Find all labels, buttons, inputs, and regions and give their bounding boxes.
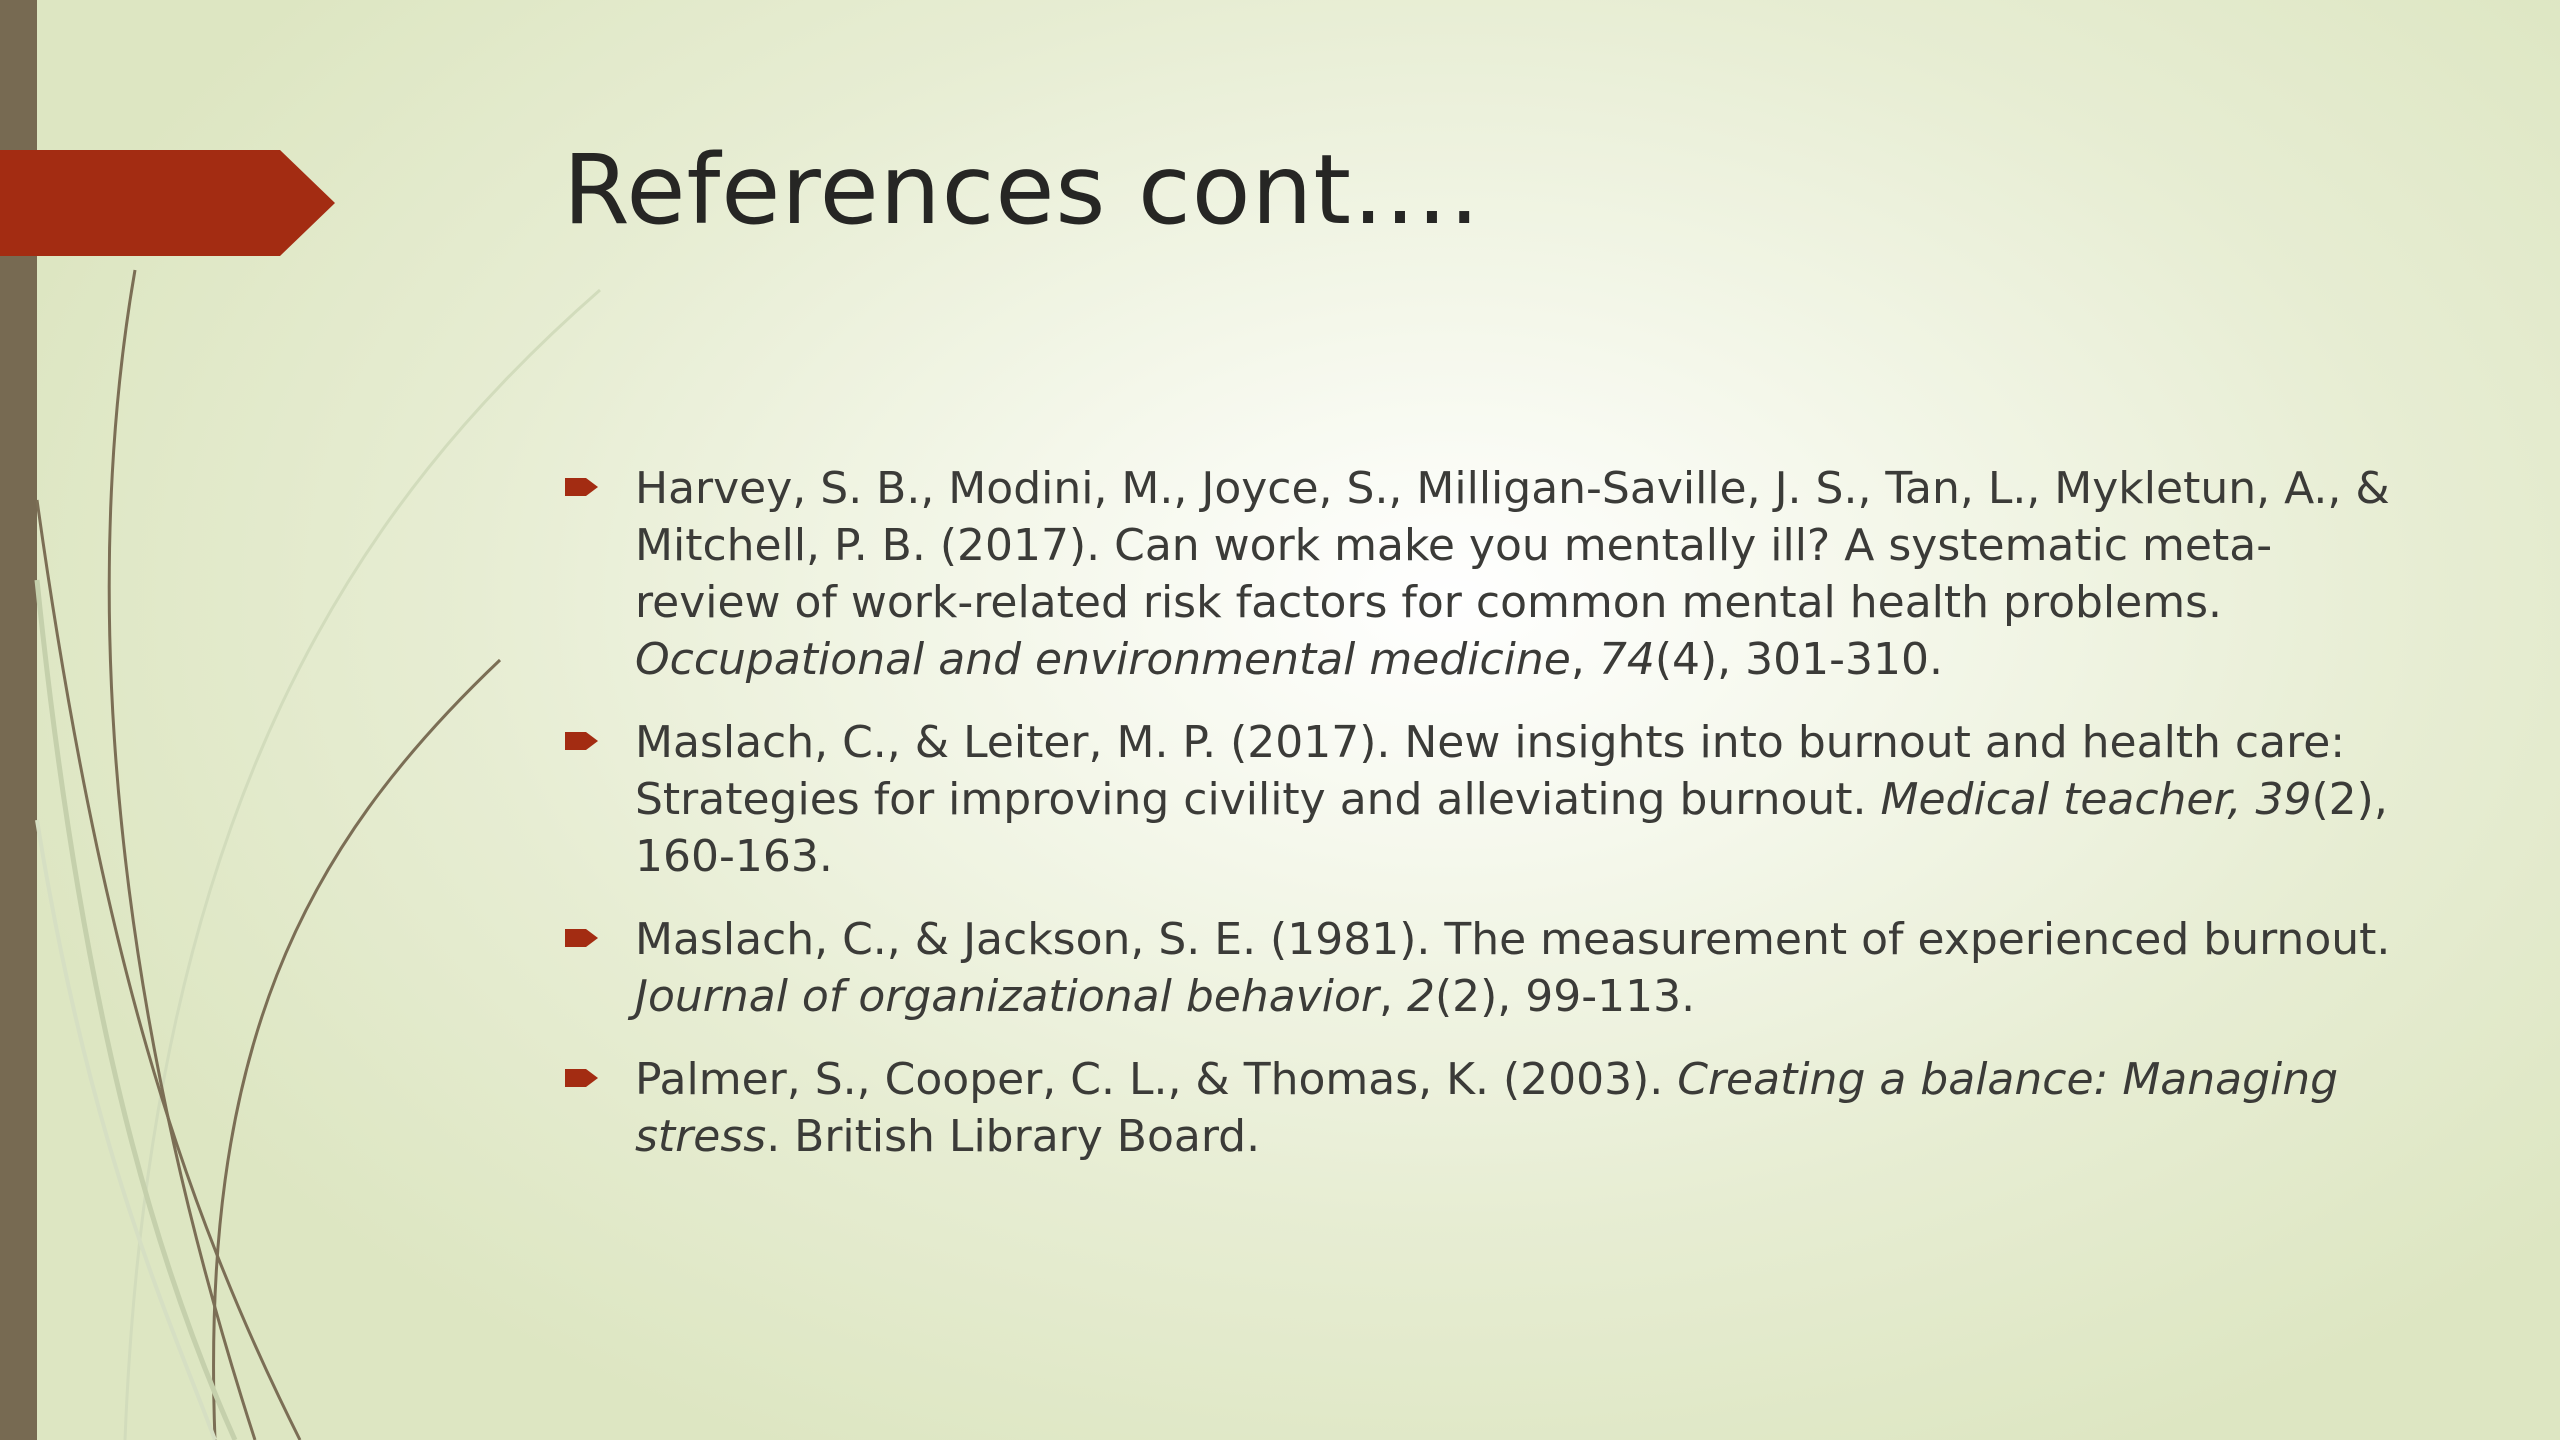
reference-volume: 2 — [1406, 971, 1435, 1022]
reference-pages: (2), 99-113. — [1434, 971, 1696, 1022]
reference-pages: (4), 301-310. — [1654, 634, 1943, 685]
title-arrow-shape — [0, 150, 335, 256]
reference-item — [563, 460, 2408, 688]
reference-journal: Journal of organizational behavior — [635, 971, 1379, 1022]
reference-publisher: . British Library Board. — [766, 1111, 1261, 1162]
reference-journal: Occupational and environmental medicine — [635, 634, 1571, 685]
reference-separator: , — [1378, 971, 1407, 1022]
reference-text: Maslach, C., & Jackson, S. E. (1981). The measurement of experienced burnout. — [635, 914, 2391, 965]
reference-text: Maslach, C., & Leiter, M. P. (2017). New insights into burnout and health care: Strategies for improving civility and alleviating burnout. — [635, 717, 2346, 825]
slide-title: References cont…. — [563, 134, 1481, 246]
reference-text: Palmer, S., Cooper, C. L., & Thomas, K. (2003). — [635, 1054, 1678, 1105]
reference-item — [563, 1051, 2408, 1165]
reference-text: Harvey, S. B., Modini, M., Joyce, S., Milligan-Saville, J. S., Tan, L., Mykletun, A., & Mitchell, P. B. (2017). Can work make you mentally ill? A systematic meta-review of work-related risk factors for common mental health problems. — [635, 463, 2390, 628]
arrow-bullet-icon — [565, 475, 599, 499]
reference-list — [563, 460, 2408, 1191]
reference-volume: 74 — [1598, 634, 1655, 685]
reference-item — [563, 714, 2408, 885]
reference-item — [563, 911, 2408, 1025]
arrow-bullet-icon — [565, 1066, 599, 1090]
arrow-bullet-icon — [565, 926, 599, 950]
reference-pages: (2), 160-163. — [635, 774, 2388, 882]
reference-separator: , — [1570, 634, 1599, 685]
reference-journal: Medical teacher, 39 — [1880, 774, 2312, 825]
arrow-bullet-icon — [565, 729, 599, 753]
reference-book-title: Creating a balance: Managing stress — [635, 1054, 2339, 1162]
